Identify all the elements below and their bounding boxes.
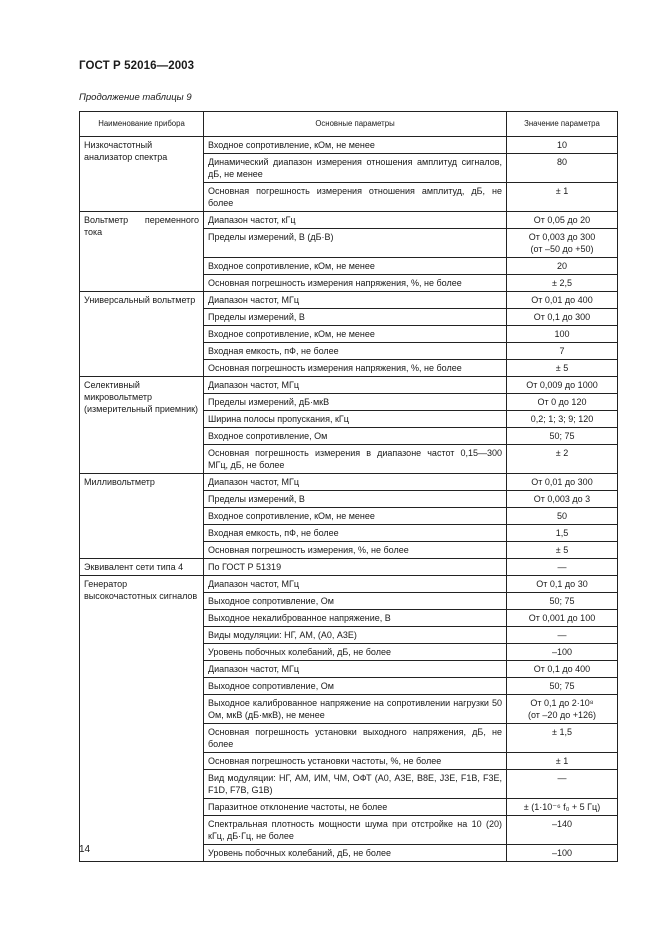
value-cell: ± 1,5 (507, 724, 618, 753)
parameter-cell: Уровень побочных колебаний, дБ, не более (204, 644, 507, 661)
value-cell: ± (1·10⁻⁶ f₀ + 5 Гц) (507, 799, 618, 816)
value-cell: 80 (507, 154, 618, 183)
value-cell: От 0,01 до 300 (507, 474, 618, 491)
parameter-cell: Основная погрешность измерения напряжения, %, не более (204, 360, 507, 377)
parameter-cell: Диапазон частот, МГц (204, 292, 507, 309)
parameter-cell: Выходное сопротивление, Ом (204, 593, 507, 610)
value-cell: 20 (507, 258, 618, 275)
value-cell: 7 (507, 343, 618, 360)
value-cell: ± 1 (507, 183, 618, 212)
value-cell: От 0,003 до 3 (507, 491, 618, 508)
table-row (80, 212, 618, 229)
value-cell: От 0,1 до 30 (507, 576, 618, 593)
parameter-cell: Входная емкость, пФ, не более (204, 525, 507, 542)
header-parameter-value: Значение параметра (507, 112, 618, 137)
value-cell: 50; 75 (507, 678, 618, 695)
parameter-cell: Основная погрешность измерения в диапазоне частот 0,15—300 МГц, дБ, не более (204, 445, 507, 474)
value-cell: — (507, 559, 618, 576)
parameter-cell: Входное сопротивление, Ом (204, 428, 507, 445)
parameter-cell: Основная погрешность измерения напряжения, %, не более (204, 275, 507, 292)
value-cell: От 0,001 до 100 (507, 610, 618, 627)
value-cell: ± 1 (507, 753, 618, 770)
value-cell: –100 (507, 845, 618, 862)
parameter-cell: Уровень побочных колебаний, дБ, не более (204, 845, 507, 862)
parameter-cell: Виды модуляции: НГ, АМ, (А0, А3Е) (204, 627, 507, 644)
parameters-table (79, 111, 618, 862)
header-device-name: Наименование прибора (80, 112, 204, 137)
parameter-cell: По ГОСТ Р 51319 (204, 559, 507, 576)
value-cell: От 0,05 до 20 (507, 212, 618, 229)
parameter-cell: Основная погрешность установки частоты, %, не более (204, 753, 507, 770)
parameter-cell: Пределы измерений, В (204, 309, 507, 326)
table-body (80, 137, 618, 862)
parameter-cell: Входное сопротивление, кОм, не менее (204, 508, 507, 525)
table-row (80, 559, 618, 576)
device-name-cell: Милливольтметр (80, 474, 204, 559)
value-cell: 10 (507, 137, 618, 154)
value-cell: 50 (507, 508, 618, 525)
parameter-cell: Основная погрешность установки выходного напряжения, дБ, не более (204, 724, 507, 753)
parameter-cell: Динамический диапазон измерения отношения амплитуд сигналов, дБ, не менее (204, 154, 507, 183)
value-cell: –100 (507, 644, 618, 661)
device-name-cell: Селективный микровольтметр (измерительный приемник) (80, 377, 204, 474)
parameter-cell: Входное сопротивление, кОм, не менее (204, 326, 507, 343)
parameter-cell: Пределы измерений, В (дБ·В) (204, 229, 507, 258)
table-row (80, 137, 618, 154)
value-cell: 1,5 (507, 525, 618, 542)
value-cell: 50; 75 (507, 428, 618, 445)
parameter-cell: Диапазон частот, МГц (204, 576, 507, 593)
parameter-cell: Паразитное отклонение частоты, не более (204, 799, 507, 816)
value-cell: — (507, 770, 618, 799)
table-continuation-caption: Продолжение таблицы 9 (79, 92, 192, 103)
value-cell: От 0,009 до 1000 (507, 377, 618, 394)
value-cell: ± 5 (507, 360, 618, 377)
table-header-row (80, 112, 618, 137)
parameter-cell: Ширина полосы пропускания, кГц (204, 411, 507, 428)
parameter-cell: Входная емкость, пФ, не более (204, 343, 507, 360)
device-name-cell: Низкочастотный анализатор спектра (80, 137, 204, 212)
parameter-cell: Выходное калиброванное напряжение на сопротивлении нагрузки 50 Ом, мкВ (дБ·мкВ), не менее (204, 695, 507, 724)
document-title: ГОСТ Р 52016—2003 (79, 60, 195, 72)
device-name-cell: Эквивалент сети типа 4 (80, 559, 204, 576)
value-cell: ± 2,5 (507, 275, 618, 292)
parameter-cell: Диапазон частот, МГц (204, 377, 507, 394)
parameter-cell: Спектральная плотность мощности шума при отстройке на 10 (20) кГц, дБ·Гц, не более (204, 816, 507, 845)
value-cell: От 0,003 до 300 (от –50 до +50) (507, 229, 618, 258)
value-cell: От 0,1 до 300 (507, 309, 618, 326)
parameter-cell: Входное сопротивление, кОм, не менее (204, 258, 507, 275)
page-number: 14 (79, 844, 91, 855)
value-cell: От 0 до 120 (507, 394, 618, 411)
value-cell: 100 (507, 326, 618, 343)
value-cell: От 0,01 до 400 (507, 292, 618, 309)
value-cell: 0,2; 1; 3; 9; 120 (507, 411, 618, 428)
value-cell: От 0,1 до 400 (507, 661, 618, 678)
value-cell: –140 (507, 816, 618, 845)
parameter-cell: Основная погрешность измерения отношения амплитуд, дБ, не более (204, 183, 507, 212)
table-row (80, 474, 618, 491)
parameter-cell: Диапазон частот, МГц (204, 661, 507, 678)
parameter-cell: Выходное некалиброванное напряжение, В (204, 610, 507, 627)
table-row (80, 377, 618, 394)
parameter-cell: Основная погрешность измерения, %, не более (204, 542, 507, 559)
value-cell: ± 5 (507, 542, 618, 559)
table-row (80, 292, 618, 309)
table-row (80, 576, 618, 593)
parameter-cell: Пределы измерений, В (204, 491, 507, 508)
value-cell: ± 2 (507, 445, 618, 474)
parameter-cell: Вид модуляции: НГ, АМ, ИМ, ЧМ, ОФТ (А0, А3Е, В8Е, J3E, F1B, F3E, F1D, F7B, G1B) (204, 770, 507, 799)
device-name-cell: Генератор высокочастотных сигналов (80, 576, 204, 862)
value-cell: 50; 75 (507, 593, 618, 610)
parameter-cell: Входное сопротивление, кОм, не менее (204, 137, 507, 154)
parameter-cell: Диапазон частот, кГц (204, 212, 507, 229)
value-cell: От 0,1 до 2·10⁸ (от –20 до +126) (507, 695, 618, 724)
parameter-cell: Диапазон частот, МГц (204, 474, 507, 491)
parameter-cell: Выходное сопротивление, Ом (204, 678, 507, 695)
value-cell: — (507, 627, 618, 644)
header-main-parameters: Основные параметры (204, 112, 507, 137)
device-name-cell: Универсальный вольтметр (80, 292, 204, 377)
parameter-cell: Пределы измерений, дБ·мкВ (204, 394, 507, 411)
device-name-cell: Вольтметр переменного тока (80, 212, 204, 292)
